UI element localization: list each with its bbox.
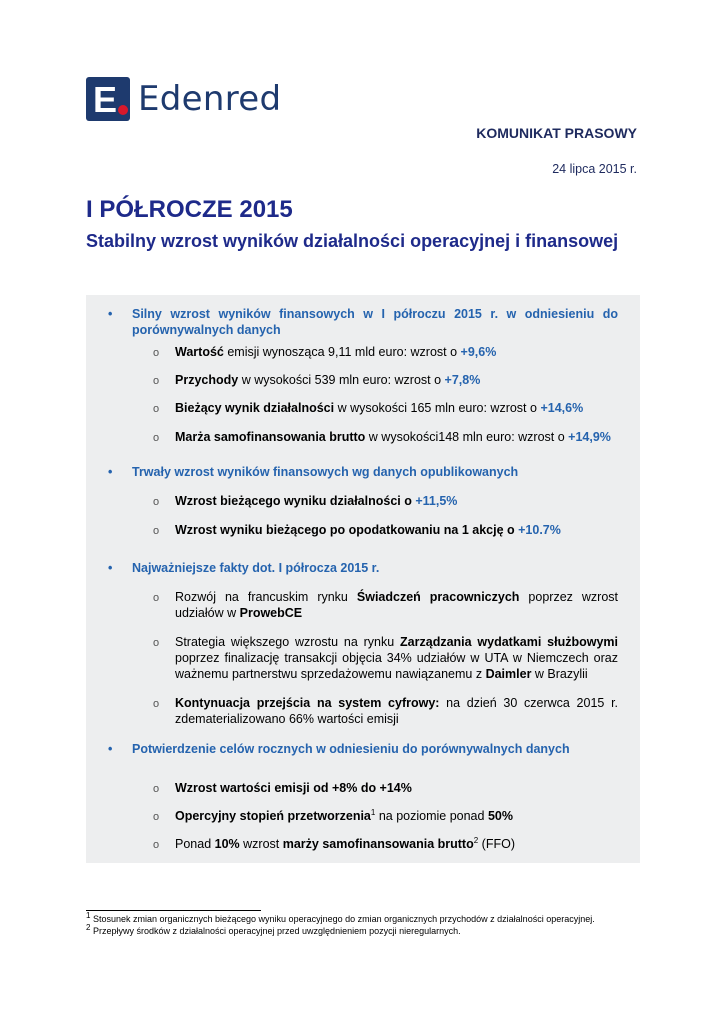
circle-bullet-icon: o [153,637,160,649]
circle-bullet-icon: o [153,698,160,710]
section-heading: • Najważniejsze fakty dot. I półrocza 2015 r. [108,561,380,575]
edenred-logo [86,77,281,121]
list-item: o Ponad 10% wzrost marży samofinansowania brutto$^2$ (FFO) [153,835,515,851]
bullet-icon: • [108,465,113,479]
highlights-box [86,295,640,863]
section-heading: • Silny wzrost wyników finansowych w I półroczu 2015 r. w odniesieniu do porównywalnych danych [108,307,618,337]
list-item: o Przychody w wysokości 539 mln euro: wzrost o +7,8% [153,373,481,387]
circle-bullet-icon: o [153,496,160,508]
logo-mark-letter: E [93,79,118,120]
circle-bullet-icon: o [153,783,160,795]
circle-bullet-icon: o [153,592,160,604]
footnote-divider [86,910,261,911]
section-heading: • Potwierdzenie celów rocznych w odniesieniu do porównywalnych danych [108,742,570,756]
circle-bullet-icon: o [153,432,160,444]
list-item: o Bieżący wynik działalności w wysokości 165 mln euro: wzrost o +14,6% [153,401,584,415]
list-item: o Wzrost bieżącego wyniku działalności o +11,5% [153,494,458,508]
edenred-logo-mark [86,77,130,121]
circle-bullet-icon: o [153,347,160,359]
footnote: $^2$ Przepływy środków z działalności operacyjnej przed uwzględnieniem pozycji nieregularnych. [86,923,461,936]
bullet-icon: • [108,561,113,575]
list-item: o Wzrost wartości emisji od +8% do +14% [153,781,412,795]
list-item: o Marża samofinansowania brutto w wysokości148 mln euro: wzrost o +14,9% [153,430,611,444]
press-release-label: KOMUNIKAT PRASOWY [476,125,637,141]
list-item: o Strategia większego wzrostu na rynku Zarządzania wydatkami służbowymi poprzez finalizację transakcji objęcia 34% udziałów w UTA w Niemczech oraz ważnemu partnerstwu sprzedażowemu nawiązanemu z Daimler w Brazylii [153,635,619,681]
bullet-icon: • [108,307,113,321]
logo-wordmark: Edenred [138,79,282,119]
circle-bullet-icon: o [153,811,160,823]
list-item: o Rozwój na francuskim rynku Świadczeń pracowniczych poprzez wzrost udziałów w ProwebCE [153,590,619,620]
circle-bullet-icon: o [153,375,160,387]
section-heading: • Trwały wzrost wyników finansowych wg danych opublikowanych [108,465,519,479]
list-item: o Wzrost wyniku bieżącego po opodatkowaniu na 1 akcję o +10.7% [153,523,561,537]
list-item: o Opercyjny stopień przetworzenia$^1$ na poziomie ponad 50% [153,807,513,823]
footnote: $^1$ Stosunek zmian organicznych bieżącego wyniku operacyjnego do zmian organicznych przychodów z działalności operacyjnej. [86,911,595,924]
page-subtitle: Stabilny wzrost wyników działalności operacyjnej i finansowej [86,231,619,251]
list-item: o Kontynuacja przejścia na system cyfrowy: na dzień 30 czerwca 2015 r. zdematerializowano 66% wartości emisji [153,696,619,726]
release-date: 24 lipca 2015 r. [552,162,637,176]
logo-red-dot [118,105,128,115]
circle-bullet-icon: o [153,403,160,415]
bullet-icon: • [108,742,113,756]
page-title: I PÓŁROCZE 2015 [86,196,293,223]
circle-bullet-icon: o [153,525,160,537]
list-item: o Wartość emisji wynosząca 9,11 mld euro: wzrost o +9,6% [153,345,497,359]
circle-bullet-icon: o [153,839,160,851]
